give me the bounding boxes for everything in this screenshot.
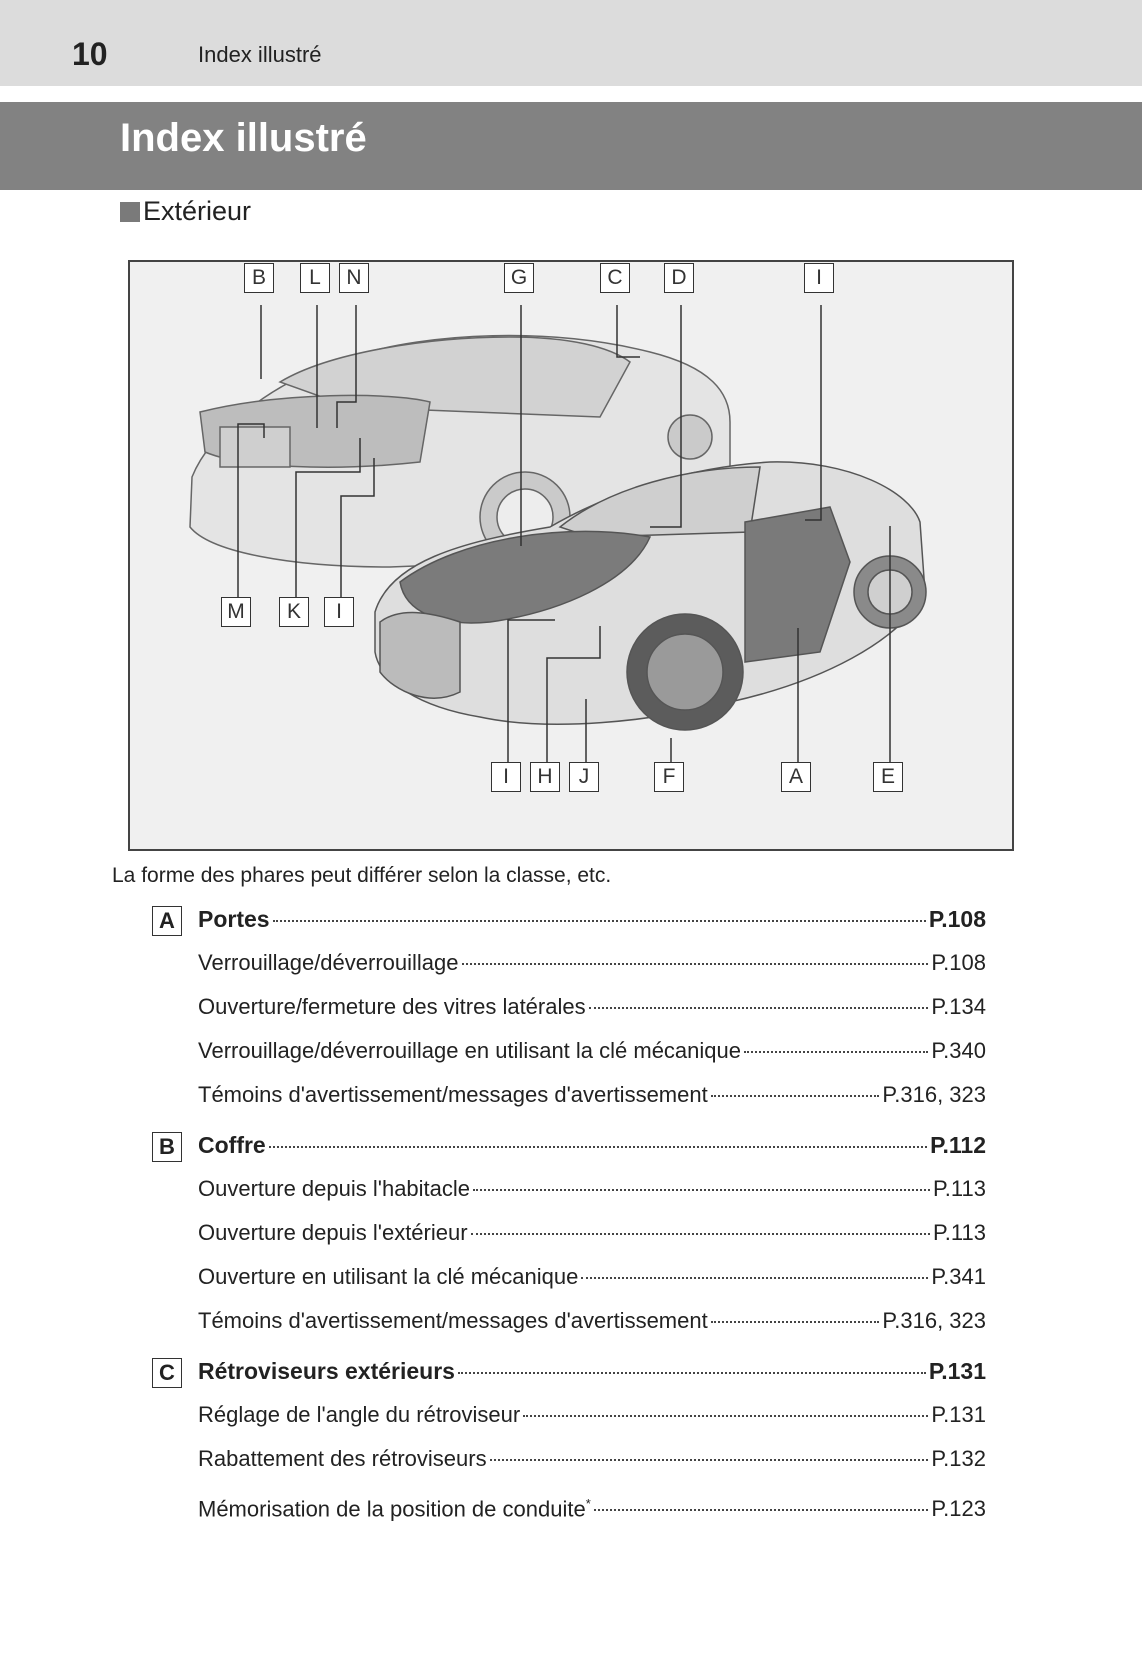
- section-title: Index illustré: [120, 116, 367, 160]
- callout-label-H: H: [530, 762, 560, 792]
- callout-label-E: E: [873, 762, 903, 792]
- callout-label-B: B: [244, 263, 274, 293]
- group-letter-box: C: [152, 1358, 182, 1388]
- figure-caption: La forme des phares peut différer selon la classe, etc.: [112, 864, 612, 887]
- callout-label-F: F: [654, 762, 684, 792]
- sub-heading-text: Extérieur: [143, 196, 252, 226]
- page-number: 10: [72, 36, 108, 72]
- index-entry-sub: Ouverture depuis l'extérieur P.113: [198, 1220, 986, 1245]
- callout-label-D: D: [664, 263, 694, 293]
- index-entry-sub: Verrouillage/déverrouillage en utilisant la clé mécanique P.340: [198, 1038, 986, 1063]
- index-entry-sub: Ouverture/fermeture des vitres latérales P.134: [198, 994, 986, 1019]
- index-entry-sub: Témoins d'avertissement/messages d'avertissement P.316, 323: [198, 1308, 986, 1333]
- callout-label-C: C: [600, 263, 630, 293]
- index-entry-main: Rétroviseurs extérieurs P.131: [198, 1358, 986, 1384]
- index-entry-sub: Mémorisation de la position de conduite* P.123: [198, 1496, 986, 1522]
- callout-label-L: L: [300, 263, 330, 293]
- callout-label-G: G: [504, 263, 534, 293]
- callout-label-M: M: [221, 597, 251, 627]
- callout-label-K: K: [279, 597, 309, 627]
- group-letter-box: B: [152, 1132, 182, 1162]
- index-entry-sub: Verrouillage/déverrouillage P.108: [198, 950, 986, 975]
- index-entry-main: Coffre P.112: [198, 1132, 986, 1158]
- dot-leader: [273, 920, 926, 922]
- index-entry-sub: Rabattement des rétroviseurs P.132: [198, 1446, 986, 1471]
- callout-label-I-top: I: [804, 263, 834, 293]
- car-drawing: [130, 262, 1012, 849]
- group-letter-box: A: [152, 906, 182, 936]
- callout-label-I-bottom: I: [491, 762, 521, 792]
- index-entry-main: Portes P.108: [198, 906, 986, 932]
- callout-label-N: N: [339, 263, 369, 293]
- index-entry-sub: Ouverture depuis l'habitacle P.113: [198, 1176, 986, 1201]
- index-entry-sub: Témoins d'avertissement/messages d'avertissement P.316, 323: [198, 1082, 986, 1107]
- footnote-marker: *: [585, 1496, 591, 1511]
- sub-heading: [120, 196, 251, 227]
- callout-label-I-middle: I: [324, 597, 354, 627]
- callout-label-A: A: [781, 762, 811, 792]
- square-bullet-icon: [120, 202, 140, 222]
- callout-label-J: J: [569, 762, 599, 792]
- index-entry-sub: Réglage de l'angle du rétroviseur P.131: [198, 1402, 986, 1427]
- index-entry-sub: Ouverture en utilisant la clé mécanique P.341: [198, 1264, 986, 1289]
- page-header: [0, 0, 1142, 86]
- running-title: Index illustré: [198, 42, 322, 67]
